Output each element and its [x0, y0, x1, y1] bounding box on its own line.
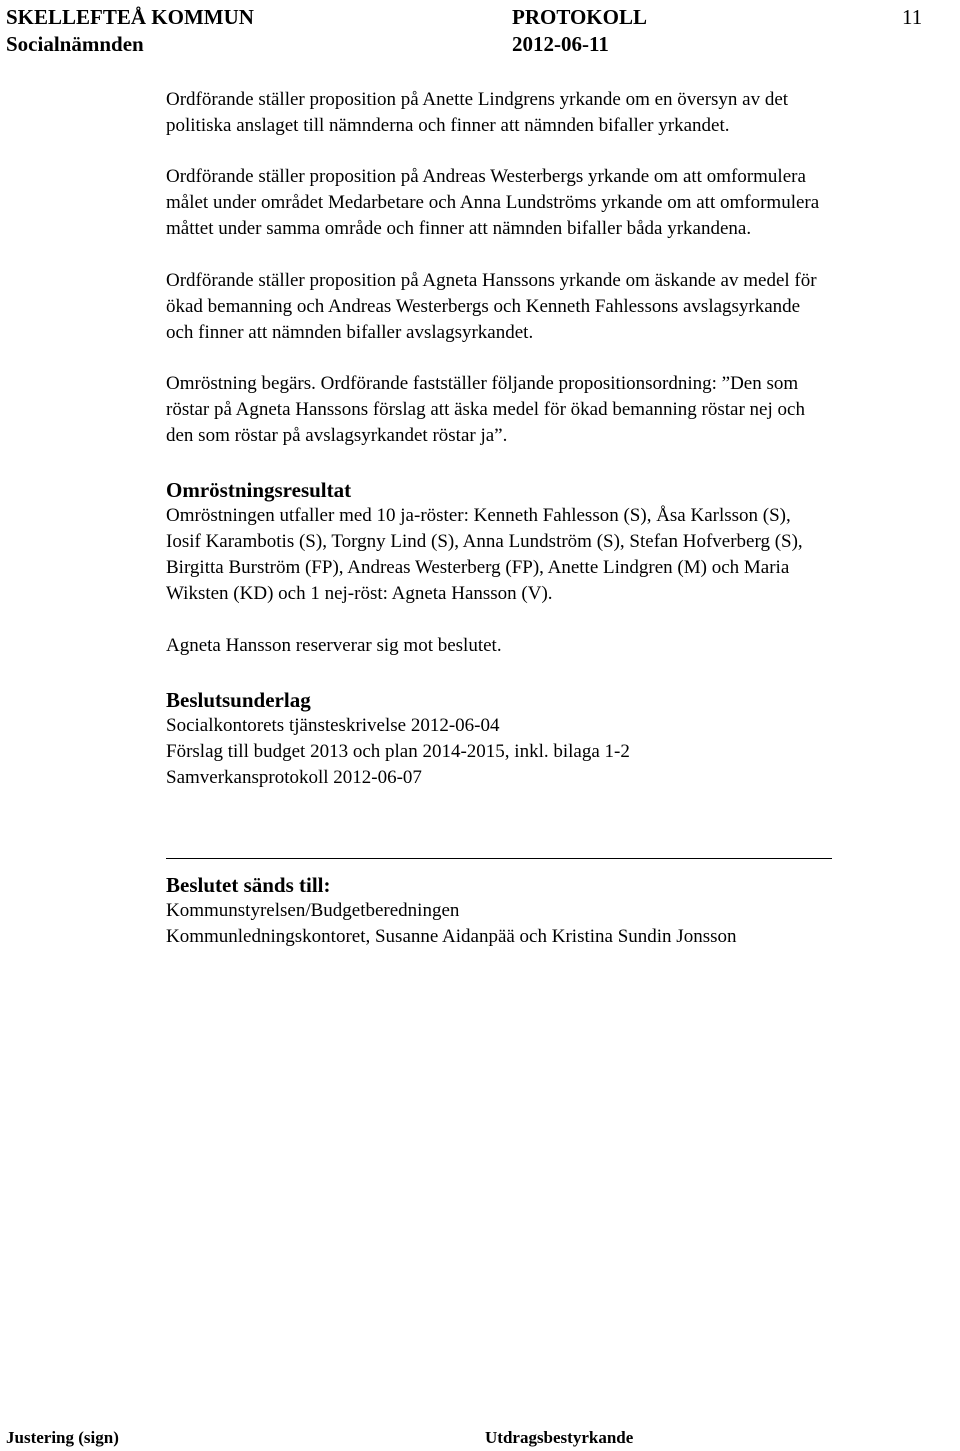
organization-name: SKELLEFTEÅ KOMMUN [6, 5, 254, 29]
text-line: ökad bemanning och Andreas Westerbergs och Kenneth Fahlessons avslagsyrkande [166, 296, 801, 317]
decision-basis-heading: Beslutsunderlag [166, 688, 311, 712]
document-type: PROTOKOLL [512, 5, 647, 29]
paragraph-2 [166, 164, 956, 242]
sent-to-heading: Beslutet sänds till: [166, 873, 331, 897]
text-line: Omröstning begärs. Ordförande fastställer följande propositionsordning: ”Den som [166, 373, 799, 394]
list-item: Kommunledningskontoret, Susanne Aidanpää och Kristina Sundin Jonsson [166, 926, 737, 947]
paragraph-3 [166, 268, 956, 346]
list-item: Kommunstyrelsen/Budgetberedningen [166, 900, 460, 921]
text-line: Birgitta Burström (FP), Andreas Westerberg (FP), Anette Lindgren (M) och Maria [166, 557, 790, 578]
sent-to-section [166, 872, 956, 950]
text-line: Ordförande ställer proposition på Agneta Hanssons yrkande om äskande av medel för [166, 270, 817, 291]
text-line: målet under området Medarbetare och Anna Lundströms yrkande om att omformulera [166, 192, 820, 213]
text-line: Ordförande ställer proposition på Andreas Westerbergs yrkande om att omformulera [166, 166, 806, 187]
page-number: 11 [902, 5, 923, 29]
footer-utdragsbestyrkande: Utdragsbestyrkande [485, 1428, 634, 1447]
footer-justering: Justering (sign) [6, 1428, 119, 1447]
text-line: den som röstar på avslagsyrkandet röstar ja”. [166, 425, 508, 446]
text-line: och finner att nämnden bifaller avslagsyrkandet. [166, 322, 534, 343]
text-line: Agneta Hansson reserverar sig mot beslutet. [166, 635, 502, 656]
meeting-date: 2012-06-11 [512, 32, 609, 56]
text-line: Iosif Karambotis (S), Torgny Lind (S), Anna Lundström (S), Stefan Hofverberg (S), [166, 531, 803, 552]
separator-line [166, 858, 832, 859]
text-line: Ordförande ställer proposition på Anette Lindgrens yrkande om en översyn av det [166, 89, 789, 110]
committee-name: Socialnämnden [6, 32, 144, 56]
vote-result-heading: Omröstningsresultat [166, 478, 352, 502]
vote-result-section [166, 477, 956, 607]
list-item: Förslag till budget 2013 och plan 2014-2015, inkl. bilaga 1-2 [166, 741, 630, 762]
paragraph-4 [166, 371, 956, 449]
reservation-text [166, 633, 956, 659]
text-line: politiska anslaget till nämnderna och finner att nämnden bifaller yrkandet. [166, 115, 730, 136]
list-item: Samverkansprotokoll 2012-06-07 [166, 767, 422, 788]
text-line: Omröstningen utfaller med 10 ja-röster: Kenneth Fahlesson (S), Åsa Karlsson (S), [166, 505, 791, 526]
list-item: Socialkontorets tjänsteskrivelse 2012-06-04 [166, 715, 500, 736]
vote-result-text [166, 503, 956, 607]
text-line: Wiksten (KD) och 1 nej-röst: Agneta Hansson (V). [166, 583, 553, 604]
paragraph-1 [166, 87, 956, 139]
text-line: måttet under samma område och finner att nämnden bifaller båda yrkandena. [166, 218, 752, 239]
decision-basis-section [166, 687, 956, 791]
text-line: röstar på Agneta Hanssons förslag att äska medel för ökad bemanning röstar nej och [166, 399, 805, 420]
